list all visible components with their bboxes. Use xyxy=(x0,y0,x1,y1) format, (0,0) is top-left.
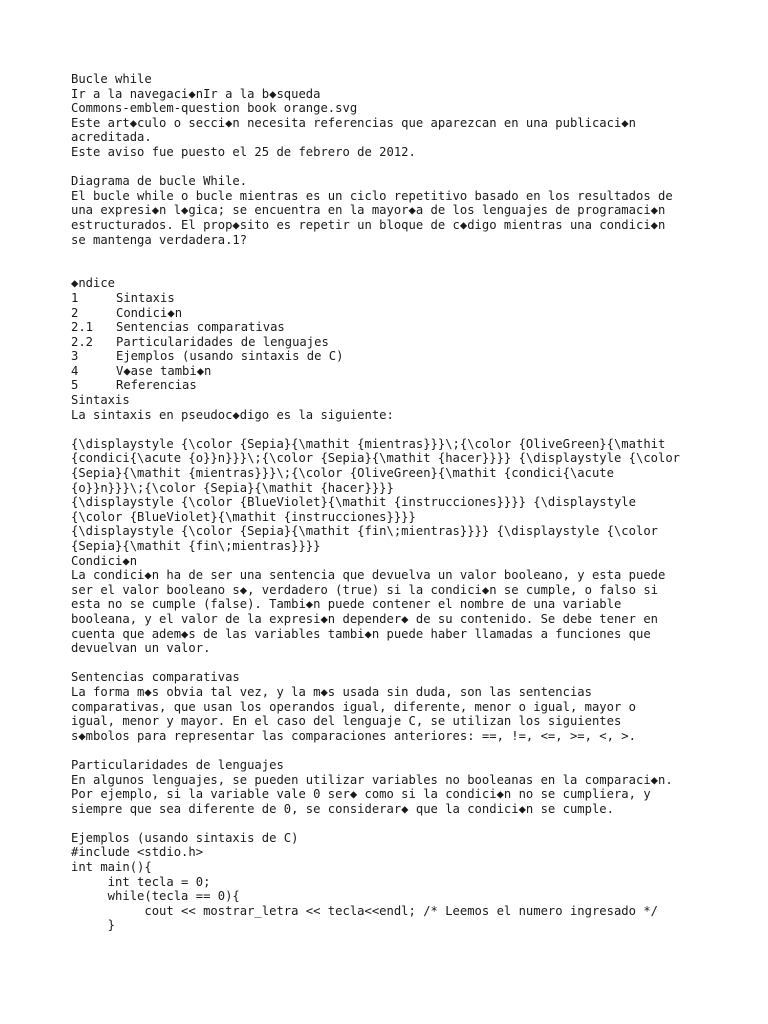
intro-paragraph-line: estructurados. El prop◆sito es repetir un bloque de c◆digo mientras una condici◆n xyxy=(71,217,666,232)
intro-paragraph-line: se mantenga verdadera.1? xyxy=(71,232,248,247)
toc-item-label: V◆ase tambi◆n xyxy=(116,363,212,378)
toc-item-label: Ejemplos (usando sintaxis de C) xyxy=(116,349,344,364)
code-line: #include <stdio.h> xyxy=(71,845,204,860)
section-heading-ejemplos: Ejemplos (usando sintaxis de C) xyxy=(71,830,299,845)
toc-item-number: 5 xyxy=(71,378,79,393)
toc-item-label: Sintaxis xyxy=(116,290,175,305)
toc-heading: ◆ndice xyxy=(71,276,116,291)
sintaxis-intro: La sintaxis en pseudoc◆digo es la siguiente: xyxy=(71,407,394,422)
toc-item-label: Condici◆n xyxy=(116,305,183,320)
toc-item-number: 3 xyxy=(71,349,79,364)
latex-line: {\displaystyle {\color {Sepia}{\mathit {fin\;mientras}}}} {\displaystyle {\color xyxy=(71,524,658,539)
notice-text: Este art◆culo o secci◆n necesita referencias que aparezcan en una publicaci◆n xyxy=(71,115,636,130)
code-line: int main(){ xyxy=(71,860,152,875)
emblem-filename: Commons-emblem-question book orange.svg xyxy=(71,101,358,116)
paragraph-line: comparativas, que usan los operandos igual, diferente, menor o igual, mayor o xyxy=(71,699,636,714)
paragraph-line: igual, menor y mayor. En el caso del lenguaje C, se utilizan los siguientes xyxy=(71,714,622,729)
paragraph-line: siempre que sea diferente de 0, se considerar◆ que la condici◆n se cumple. xyxy=(71,801,614,816)
paragraph-line: cuenta que adem◆s de las variables tambi◆n puede haber llamadas a funciones que xyxy=(71,626,651,641)
code-line: int tecla = 0; xyxy=(71,874,211,889)
latex-line: {o}}n}}}\;{\color {Sepia}{\mathit {hacer}}}} xyxy=(71,480,394,495)
code-line: cout << mostrar_letra << tecla<<endl; /* Leemos el numero ingresado */ xyxy=(71,903,658,918)
latex-line: {Sepia}{\mathit {mientras}}}\;{\color {OliveGreen}{\mathit {condici{\acute xyxy=(71,466,614,481)
toc-item-ejemplos[interactable] xyxy=(71,349,728,364)
paragraph-line: ser el valor booleano s◆, verdadero (true) si la condici◆n se cumple, o falso si xyxy=(71,582,658,597)
notice-text: acreditada. xyxy=(71,130,152,145)
diagram-caption: Diagrama de bucle While. xyxy=(71,174,248,189)
paragraph-line: devuelvan un valor. xyxy=(71,641,211,656)
latex-line: {\color {BlueViolet}{\mathit {instrucciones}}}} xyxy=(71,509,416,524)
paragraph-line: La forma m◆s obvia tal vez, y la m◆s usada sin duda, son las sentencias xyxy=(71,684,592,699)
latex-line: {\displaystyle {\color {BlueViolet}{\mathit {instrucciones}}}} {\displaystyle xyxy=(71,495,636,510)
intro-paragraph-line: El bucle while o bucle mientras es un ciclo repetitivo basado en los resultados de xyxy=(71,188,673,203)
toc-item-label: Particularidades de lenguajes xyxy=(116,334,329,349)
paragraph-line: booleana, y el valor de la expresi◆n depender◆ de su contenido. Se debe tener en xyxy=(71,611,658,626)
section-heading-comparativas: Sentencias comparativas xyxy=(71,670,240,685)
section-heading-condicion: Condici◆n xyxy=(71,553,138,568)
paragraph-line: esta no se cumple (false). Tambi◆n puede contener el nombre de una variable xyxy=(71,597,622,612)
toc-item-sentencias-comparativas[interactable] xyxy=(71,320,728,335)
latex-line: {condici{\acute {o}}n}}}\;{\color {Sepia}{\mathit {hacer}}}} {\displaystyle {\color xyxy=(71,451,681,466)
toc-item-vease-tambien[interactable] xyxy=(71,364,728,379)
paragraph-line: La condici◆n ha de ser una sentencia que devuelva un valor booleano, y esta puede xyxy=(71,568,666,583)
toc-item-number: 2.2 xyxy=(71,334,94,349)
toc-item-number: 2 xyxy=(71,305,79,320)
toc-item-number: 1 xyxy=(71,290,79,305)
toc-item-particularidades[interactable] xyxy=(71,335,728,350)
latex-line: {\displaystyle {\color {Sepia}{\mathit {mientras}}}\;{\color {OliveGreen}{\mathit xyxy=(71,436,666,451)
article-title: Bucle while xyxy=(71,72,152,86)
code-line: } xyxy=(71,918,116,933)
navigation-links[interactable]: Ir a la navegaci◆nIr a la b◆squeda xyxy=(71,86,321,101)
table-of-contents xyxy=(71,291,728,393)
paragraph-line: En algunos lenguajes, se pueden utilizar variables no booleanas en la comparaci◆n. xyxy=(71,772,673,787)
intro-paragraph-line: una expresi◆n l◆gica; se encuentra en la mayor◆a de los lenguajes de programaci◆n xyxy=(71,203,666,218)
toc-item-label: Sentencias comparativas xyxy=(116,320,285,335)
toc-item-condicion[interactable] xyxy=(71,306,728,321)
code-line: while(tecla == 0){ xyxy=(71,889,240,904)
toc-item-number: 4 xyxy=(71,363,79,378)
toc-item-referencias[interactable] xyxy=(71,378,728,393)
toc-item-sintaxis[interactable] xyxy=(71,291,728,306)
notice-date: Este aviso fue puesto el 25 de febrero de 2012. xyxy=(71,144,416,159)
section-heading-particularidades: Particularidades de lenguajes xyxy=(71,757,284,772)
latex-line: {Sepia}{\mathit {fin\;mientras}}}} xyxy=(71,539,321,553)
toc-item-number: 2.1 xyxy=(71,320,94,335)
paragraph-line: s◆mbolos para representar las comparaciones anteriores: ==, !=, <=, >=, <, >. xyxy=(71,728,636,743)
section-heading-sintaxis: Sintaxis xyxy=(71,393,130,408)
toc-item-label: Referencias xyxy=(116,378,197,393)
paragraph-line: Por ejemplo, si la variable vale 0 ser◆ como si la condici◆n no se cumpliera, y xyxy=(71,787,651,802)
